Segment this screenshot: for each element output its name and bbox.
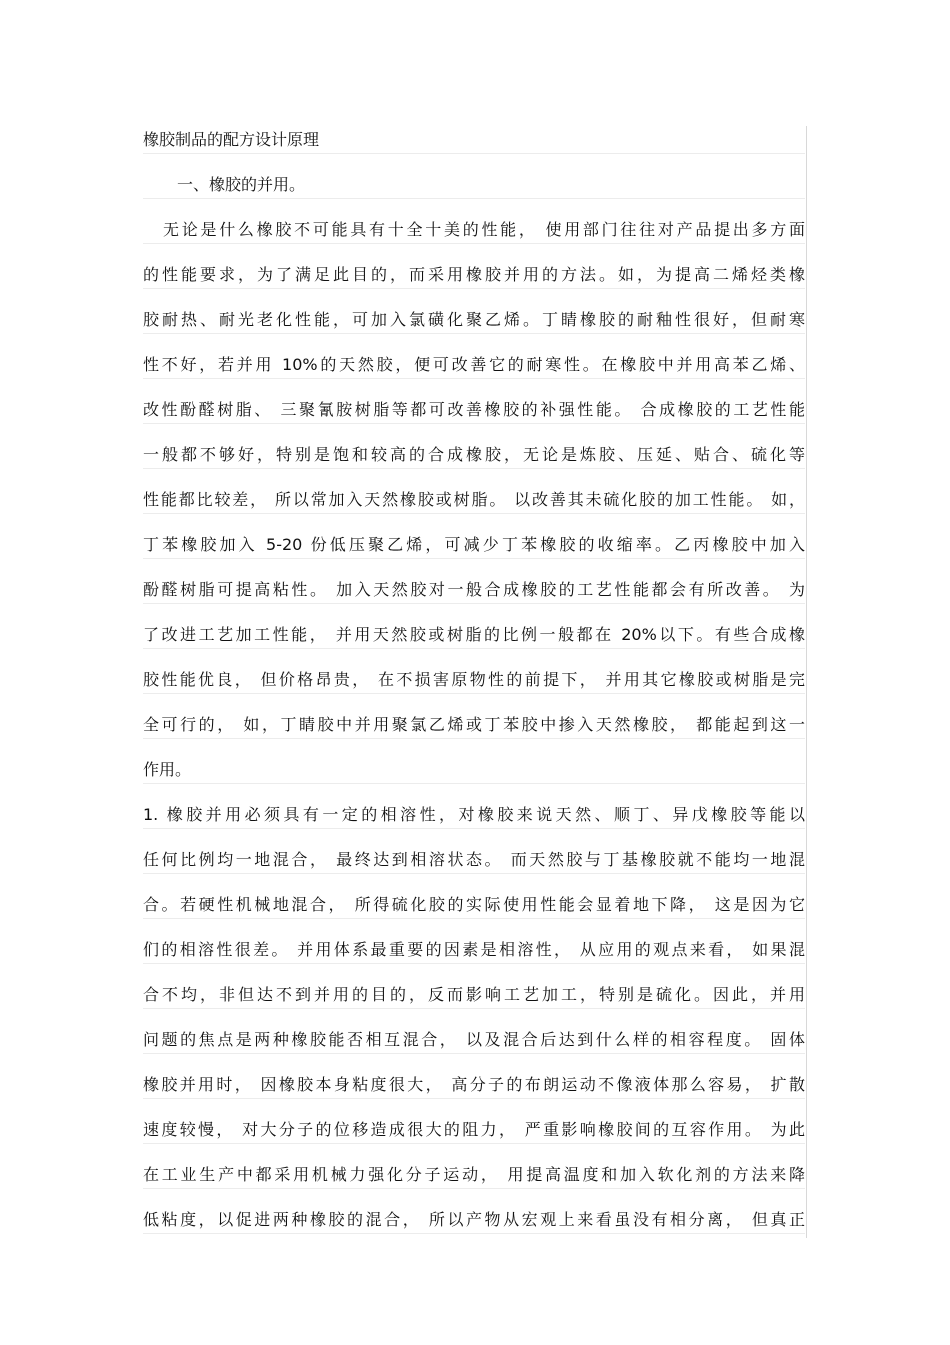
text-line: 改性酚醛树脂、 三聚氰胺树脂等都可改善橡胶的补强性能。 合成橡胶的工艺性能 [143, 396, 805, 424]
page-edge-rule [806, 126, 807, 1238]
text-line: 性能都比较差， 所以常加入天然橡胶或树脂。 以改善其未硫化胶的加工性能。 如， [143, 486, 805, 514]
text-line: 合不均，非但达不到并用的目的，反而影响工艺加工，特别是硫化。因此，并用 [143, 981, 805, 1009]
text-line: 胶性能优良， 但价格昂贵， 在不损害原物性的前提下， 并用其它橡胶或树脂是完 [143, 666, 805, 694]
text-line: 任何比例均一地混合， 最终达到相溶状态。 而天然胶与丁基橡胶就不能均一地混 [143, 846, 805, 874]
text-line: 低粘度，以促进两种橡胶的混合， 所以产物从宏观上来看虽没有相分离， 但真正 [143, 1206, 805, 1234]
text-line: 问题的焦点是两种橡胶能否相互混合， 以及混合后达到什么样的相容程度。 固体 [143, 1026, 805, 1054]
text-line: 合。若硬性机械地混合， 所得硫化胶的实际使用性能会显着地下降， 这是因为它 [143, 891, 805, 919]
text-line: 橡胶并用时， 因橡胶本身粘度很大， 高分子的布朗运动不像液体那么容易， 扩散 [143, 1071, 805, 1099]
text-line: 了改进工艺加工性能， 并用天然胶或树脂的比例一般都在 20%以下。有些合成橡 [143, 621, 805, 649]
text-line: 胶耐热、耐光老化性能，可加入氯磺化聚乙烯。丁睛橡胶的耐釉性很好，但耐寒 [143, 306, 805, 334]
text-line: 无论是什么橡胶不可能具有十全十美的性能， 使用部门往往对产品提出多方面 [143, 216, 805, 244]
document-title: 橡胶制品的配方设计原理 [143, 126, 805, 154]
text-line: 们的相溶性很差。 并用体系最重要的因素是相溶性， 从应用的观点来看， 如果混 [143, 936, 805, 964]
section-heading: 一、橡胶的并用。 [143, 171, 805, 199]
text-line: 丁苯橡胶加入 5-20 份低压聚乙烯，可减少丁苯橡胶的收缩率。乙丙橡胶中加入 [143, 531, 805, 559]
text-line: 速度较慢， 对大分子的位移造成很大的阻力， 严重影响橡胶间的互容作用。 为此 [143, 1116, 805, 1144]
text-line: 性不好，若并用 10%的天然胶，便可改善它的耐寒性。在橡胶中并用高苯乙烯、 [143, 351, 805, 379]
text-line: 一般都不够好，特别是饱和较高的合成橡胶，无论是炼胶、压延、贴合、硫化等 [143, 441, 805, 469]
text-line: 酚醛树脂可提高粘性。 加入天然胶对一般合成橡胶的工艺性能都会有所改善。 为 [143, 576, 805, 604]
text-line: 的性能要求，为了满足此目的，而采用橡胶并用的方法。如，为提高二烯烃类橡 [143, 261, 805, 289]
text-line: 1. 橡胶并用必须具有一定的相溶性，对橡胶来说天然、顺丁、异戊橡胶等能以 [143, 801, 805, 829]
text-line: 作用。 [143, 756, 805, 784]
text-line: 全可行的， 如，丁睛胶中并用聚氯乙烯或丁苯胶中掺入天然橡胶， 都能起到这一 [143, 711, 805, 739]
text-line: 在工业生产中都采用机械力强化分子运动， 用提高温度和加入软化剂的方法来降 [143, 1161, 805, 1189]
